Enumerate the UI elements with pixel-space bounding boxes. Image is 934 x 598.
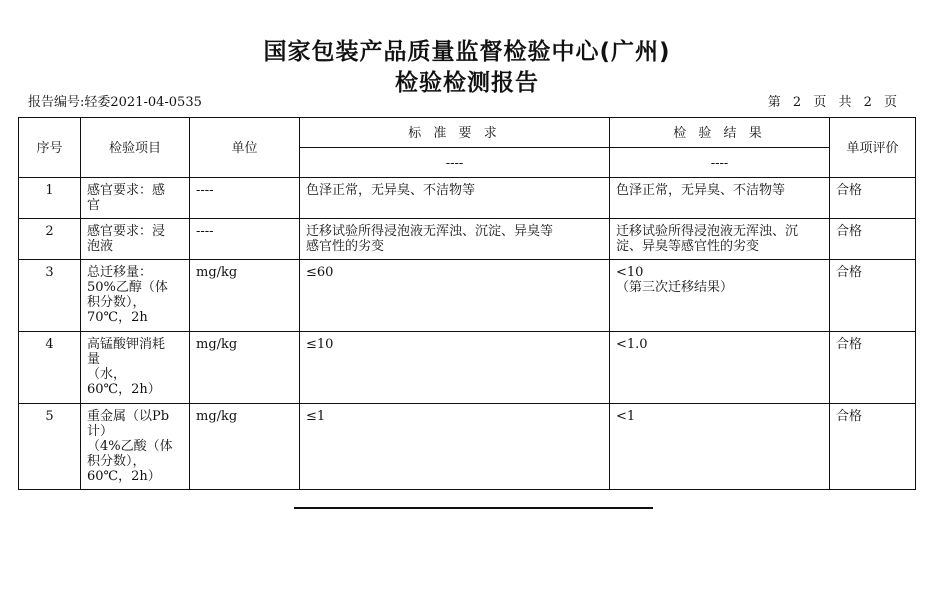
table-row: [19, 219, 916, 260]
header-seq: 序号: [19, 118, 81, 178]
cell-item-line: 70℃，2h: [87, 310, 148, 325]
cell-unit: mg/kg: [190, 404, 300, 490]
cell-result: [610, 260, 830, 332]
cell-item-line: 高锰酸钾消耗: [87, 337, 166, 352]
cell-item-line: 60℃，2h）: [87, 469, 161, 484]
cell-seq: 5: [19, 404, 81, 490]
cell-standard: [300, 332, 610, 404]
cell-unit: mg/kg: [190, 332, 300, 404]
cell-standard: [300, 260, 610, 332]
cell-result-line: 迁移试验所得浸泡液无浑浊、沉: [616, 224, 799, 239]
header-standard: 标 准 要 求: [300, 118, 610, 148]
cell-item-line: 官: [87, 198, 101, 213]
header-standard-sub: ----: [300, 148, 610, 178]
report-title-line2: 检验检测报告: [395, 70, 539, 96]
table-row: [19, 332, 916, 404]
cell-item: [81, 260, 190, 332]
cell-standard-line: 色泽正常，无异臭、不洁物等: [306, 183, 476, 198]
cell-unit: mg/kg: [190, 260, 300, 332]
cell-item: [81, 219, 190, 260]
cell-standard: [300, 178, 610, 219]
cell-evaluation: 合格: [830, 404, 916, 490]
cell-seq: 1: [19, 178, 81, 219]
cell-item: [81, 178, 190, 219]
cell-standard-line: ≤60: [306, 265, 334, 280]
cell-result-line: <10: [616, 265, 644, 280]
cell-item-line: 计）: [87, 424, 114, 439]
cell-item-line: 泡液: [87, 239, 114, 254]
cell-item: [81, 404, 190, 490]
cell-item-line: （水，: [87, 367, 127, 382]
cell-result: [610, 219, 830, 260]
report-number: 报告编号:轻委2021-04-0535: [28, 95, 202, 110]
cell-seq: 2: [19, 219, 81, 260]
cell-item-line: 积分数），: [87, 454, 146, 469]
table-row: [19, 178, 916, 219]
cell-result: [610, 332, 830, 404]
cell-result-line: （第三次迁移结果）: [616, 280, 734, 295]
page-info: 第 2 页 共 2 页: [767, 95, 897, 110]
table-row: [19, 404, 916, 490]
cell-item-line: 量: [87, 352, 101, 367]
cell-standard-line: 迁移试验所得浸泡液无浑浊、沉淀、异臭等: [306, 224, 554, 239]
cell-item-line: 50%乙醇（体: [87, 280, 168, 295]
table-row: [19, 260, 916, 332]
cell-evaluation: 合格: [830, 178, 916, 219]
cell-item: [81, 332, 190, 404]
cell-evaluation: 合格: [830, 219, 916, 260]
header-result: 检 验 结 果: [610, 118, 830, 148]
inspection-results-table: [18, 117, 916, 490]
report-title-line1: 国家包装产品质量监督检验中心(广州): [263, 39, 671, 65]
footer-divider: [294, 507, 653, 509]
cell-result: [610, 178, 830, 219]
cell-standard: [300, 219, 610, 260]
cell-item-line: 60℃，2h）: [87, 382, 161, 397]
header-unit: 单位: [190, 118, 300, 178]
cell-evaluation: 合格: [830, 332, 916, 404]
cell-result: [610, 404, 830, 490]
cell-item-line: 感官要求：浸: [87, 224, 166, 239]
cell-item-line: 总迁移量：: [87, 265, 153, 280]
header-result-sub: ----: [610, 148, 830, 178]
table-body: [19, 178, 916, 490]
cell-seq: 4: [19, 332, 81, 404]
cell-standard-line: 感官性的劣变: [306, 239, 385, 254]
cell-result-line: 淀、异臭等感官性的劣变: [616, 239, 760, 254]
header-evaluation: 单项评价: [830, 118, 916, 178]
cell-evaluation: 合格: [830, 260, 916, 332]
cell-standard: [300, 404, 610, 490]
cell-result-line: <1.0: [616, 337, 648, 352]
cell-seq: 3: [19, 260, 81, 332]
cell-standard-line: ≤10: [306, 337, 334, 352]
cell-standard-line: ≤1: [306, 409, 326, 424]
header-item: 检验项目: [81, 118, 190, 178]
cell-item-line: 重金属（以Pb: [87, 409, 170, 424]
cell-item-line: 积分数），: [87, 295, 146, 310]
cell-item-line: 感官要求：感: [87, 183, 166, 198]
cell-unit: ----: [190, 178, 300, 219]
cell-item-line: （4%乙酸（体: [87, 439, 173, 454]
cell-unit: ----: [190, 219, 300, 260]
cell-result-line: <1: [616, 409, 636, 424]
cell-result-line: 色泽正常，无异臭、不洁物等: [616, 183, 786, 198]
